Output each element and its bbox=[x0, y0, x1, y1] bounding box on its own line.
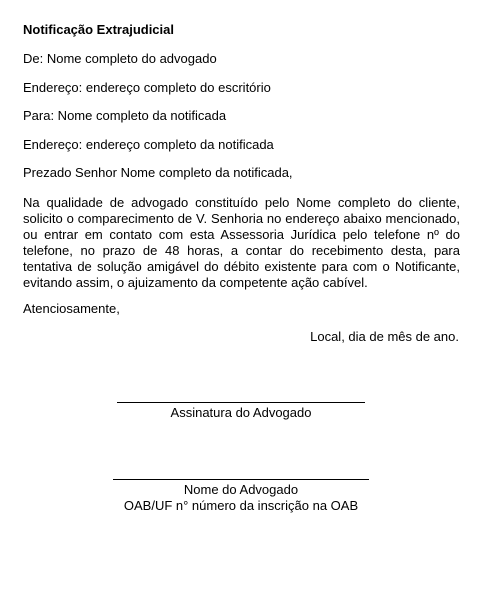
closing-line: Atenciosamente, bbox=[23, 301, 120, 316]
document-title: Notificação Extrajudicial bbox=[23, 22, 174, 37]
place-date-line: Local, dia de mês de ano. bbox=[310, 329, 459, 344]
sender-address-line: Endereço: endereço completo do escritório bbox=[23, 80, 271, 95]
signature-rule bbox=[117, 402, 365, 403]
lawyer-name: Nome do Advogado bbox=[183, 482, 299, 497]
greeting-line: Prezado Senhor Nome completo da notificada, bbox=[23, 165, 293, 180]
sender-line: De: Nome completo do advogado bbox=[23, 51, 217, 66]
oab-registration: OAB/UF n° número da inscrição na OAB bbox=[123, 498, 359, 513]
name-rule bbox=[113, 479, 369, 480]
recipient-address-line: Endereço: endereço completo da notificada bbox=[23, 137, 274, 152]
body-paragraph: Na qualidade de advogado constituído pelo Nome completo do cliente, solicito o comparecimento de V. Senhoria no endereço abaixo mencionado, ou entrar em contato com esta Assessoria Jurídica pelo telefone nº do telefone, no prazo de 48 horas, a contar do recebimento desta, para tentativa de solução amigável do débito existente para com o Notificante, evitando assim, o ajuizamento da competente ação cabível. bbox=[23, 195, 460, 290]
recipient-line: Para: Nome completo da notificada bbox=[23, 108, 227, 123]
signature-label: Assinatura do Advogado bbox=[170, 405, 312, 420]
